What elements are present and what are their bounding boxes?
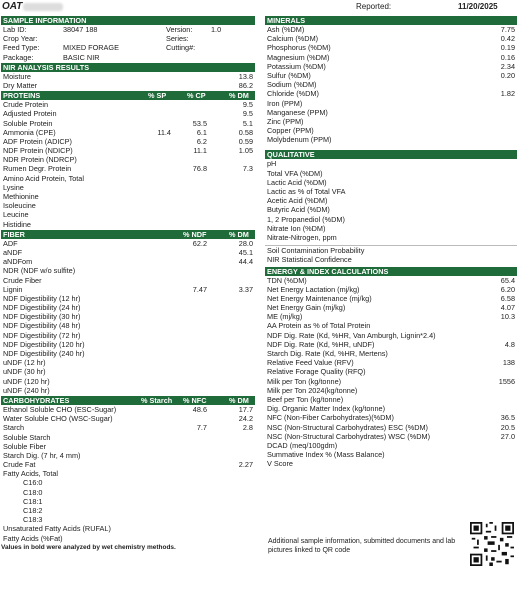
row-label: Beef per Ton (kg/tonne) <box>267 394 344 404</box>
report-title: OAT <box>2 1 23 12</box>
table-row <box>1 285 255 294</box>
row-label: Lignin <box>3 284 23 294</box>
table-row <box>265 187 517 196</box>
row-label: Starch <box>3 423 25 433</box>
row-label: Nitrate-Nitrogen, ppm <box>267 232 337 242</box>
row-value: 7.7 <box>196 423 207 433</box>
right-column <box>265 15 517 468</box>
qualitative-table <box>265 159 517 242</box>
reported-label: Reported: <box>356 2 392 11</box>
table-row <box>1 239 255 248</box>
table-row <box>265 224 517 233</box>
row-label: aNDF <box>3 247 23 257</box>
row-value: 17.7 <box>238 404 253 414</box>
table-row <box>1 201 255 210</box>
table-row <box>265 459 517 468</box>
carbs-table <box>1 405 255 543</box>
row-label: Relative Forage Quality (RFQ) <box>267 367 366 377</box>
table-row <box>265 340 517 349</box>
table-row <box>1 276 255 285</box>
row-label: Crude Protein <box>3 100 49 110</box>
row-label: Potassium (%DM) <box>267 61 326 71</box>
row-label: Net Energy Gain (mj/kg) <box>267 303 346 313</box>
redacted-name <box>23 3 63 11</box>
table-row <box>1 442 255 451</box>
row-label: Total VFA (%DM) <box>267 168 323 178</box>
table-row <box>265 312 517 321</box>
row-label: NDF Digestibility (48 hr) <box>3 321 81 331</box>
row-label: uNDF (120 hr) <box>3 376 50 386</box>
row-label: C18:0 <box>23 487 43 497</box>
table-row <box>265 169 517 178</box>
table-row <box>1 405 255 414</box>
table-row <box>265 367 517 376</box>
table-row <box>1 294 255 303</box>
row-label: Magnesium (%DM) <box>267 52 330 62</box>
table-row <box>1 81 255 90</box>
table-row <box>1 248 255 257</box>
row-value: 1.05 <box>238 146 253 156</box>
table-row <box>1 451 255 460</box>
row-value: 1.82 <box>500 89 515 99</box>
row-label: C18:1 <box>23 496 43 506</box>
row-label: Net Energy Lactation (mj/kg) <box>267 284 360 294</box>
sample-row: Feed Type: MIXED FORAGE Cutting#: <box>3 43 196 53</box>
table-row <box>1 386 255 395</box>
table-row <box>1 340 255 349</box>
report-header <box>0 0 519 14</box>
row-label: ADF Protein (ADICP) <box>3 136 72 146</box>
table-row <box>1 155 255 164</box>
row-label: NDF Digestibility (12 hr) <box>3 293 81 303</box>
table-row <box>1 220 255 229</box>
row-label: uNDF (30 hr) <box>3 367 46 377</box>
row-label: Crude Fat <box>3 460 36 470</box>
row-value: 138 <box>502 358 515 368</box>
table-row <box>265 159 517 168</box>
row-label: Rumen Degr. Protein <box>3 164 72 174</box>
table-row <box>1 367 255 376</box>
qualitative-extra <box>265 246 517 264</box>
table-row <box>265 294 517 303</box>
fiber-table <box>1 239 255 395</box>
row-label: Adjusted Protein <box>3 109 57 119</box>
row-label: Lysine <box>3 182 24 192</box>
row-value: 62.2 <box>192 238 207 248</box>
table-row <box>1 497 255 506</box>
table-row <box>265 126 517 135</box>
table-row <box>1 119 255 128</box>
table-row <box>265 233 517 242</box>
table-row <box>1 534 255 543</box>
row-value: 7.3 <box>242 164 253 174</box>
row-value: 13.8 <box>238 71 253 81</box>
row-label: NDF Digestibility (240 hr) <box>3 349 85 358</box>
row-label: C16:0 <box>23 478 43 488</box>
table-row <box>1 478 255 487</box>
table-row <box>265 89 517 98</box>
row-label: C18:3 <box>23 515 43 525</box>
row-label: NDR (NDF w/o sulfite) <box>3 266 76 276</box>
row-label: Unsaturated Fatty Acids (RUFAL) <box>3 524 111 534</box>
row-value: 1556 <box>498 376 515 386</box>
row-value: 76.8 <box>192 164 207 174</box>
row-label: Starch Dig. Rate (Kd, %HR, Mertens) <box>267 349 388 358</box>
row-value: 4.07 <box>500 303 515 313</box>
energy-header: ENERGY & INDEX CALCULATIONS <box>265 267 517 276</box>
row-value: 0.20 <box>500 70 515 80</box>
table-row <box>1 349 255 358</box>
table-row <box>1 257 255 266</box>
table-row <box>1 433 255 442</box>
table-row <box>1 210 255 219</box>
table-row <box>1 358 255 367</box>
row-label: Soluble Fiber <box>3 441 46 451</box>
row-label: Ethanol Soluble CHO (ESC-Sugar) <box>3 404 117 414</box>
row-label: Water Soluble CHO (WSC-Sugar) <box>3 414 113 424</box>
row-label: Lactic as % of Total VFA <box>267 187 346 196</box>
table-row <box>265 62 517 71</box>
row-label: Histidine <box>3 219 31 229</box>
nir-header: NIR ANALYSIS RESULTS <box>1 63 255 72</box>
row-label: AA Protein as % of Total Protein <box>267 321 371 331</box>
row-value: 6.58 <box>500 293 515 303</box>
table-row <box>265 331 517 340</box>
reported-date: 11/20/2025 <box>458 2 498 11</box>
qualitative-header: QUALITATIVE <box>265 150 517 159</box>
proteins-table <box>1 100 255 229</box>
nir-table <box>1 72 255 90</box>
row-label: Amino Acid Protein, Total <box>3 173 84 183</box>
row-label: Soluble Starch <box>3 432 51 442</box>
row-value: 45.1 <box>238 247 253 257</box>
row-value: 7.47 <box>192 284 207 294</box>
row-label: Copper (PPM) <box>267 126 314 136</box>
sample-row: Package: BASIC NIR <box>3 52 100 62</box>
sample-header: SAMPLE INFORMATION <box>1 16 255 25</box>
row-value: 20.5 <box>500 422 515 432</box>
table-row <box>1 303 255 312</box>
row-label: Molybdenum (PPM) <box>267 135 332 145</box>
minerals-table <box>265 25 517 144</box>
row-label: Nitrate Ion (%DM) <box>267 223 326 233</box>
table-row <box>265 423 517 432</box>
table-row <box>265 135 517 144</box>
table-row <box>1 109 255 118</box>
row-label: Fatty Acids, Total <box>3 469 59 479</box>
row-value: 48.6 <box>192 404 207 414</box>
row-label: Acetic Acid (%DM) <box>267 196 328 206</box>
table-row <box>1 312 255 321</box>
proteins-header: PROTEINS % SP % CP % DM <box>1 91 255 100</box>
row-value: 4.8 <box>504 339 515 349</box>
table-row <box>265 450 517 459</box>
table-row <box>265 377 517 386</box>
row-value: 2.8 <box>242 423 253 433</box>
row-value: 6.20 <box>500 284 515 294</box>
row-value: 3.37 <box>238 284 253 294</box>
row-label: Leucine <box>3 210 29 220</box>
row-label: Soluble Protein <box>3 118 53 128</box>
table-row <box>1 164 255 173</box>
row-label: Net Energy Maintenance (mj/kg) <box>267 293 372 303</box>
row-label: ME (mj/kg) <box>267 312 303 322</box>
row-label: NSC (Non-Structural Carbohydrates) WSC (%DM) <box>267 431 430 441</box>
table-row <box>1 321 255 330</box>
table-row <box>265 441 517 450</box>
row-value: 5.1 <box>242 118 253 128</box>
row-value: 10.3 <box>500 312 515 322</box>
table-row <box>265 71 517 80</box>
row-label: aNDFom <box>3 257 33 267</box>
row-label: V Score <box>267 459 293 469</box>
table-row <box>1 423 255 432</box>
table-row <box>265 108 517 117</box>
table-row <box>1 100 255 109</box>
row-value: 6.1 <box>196 127 207 137</box>
fiber-header: FIBER % NDF % DM <box>1 230 255 239</box>
row-label: NSC (Non-Structural Carbohydrates) ESC (%DM) <box>267 422 428 432</box>
row-label: TDN (%DM) <box>267 275 307 285</box>
row-label: Methionine <box>3 192 39 201</box>
row-label: Ammonia (CPE) <box>3 127 56 137</box>
table-row <box>265 255 517 264</box>
row-value: 0.42 <box>500 34 515 44</box>
row-value: 11.4 <box>157 127 171 137</box>
row-label: NDR Protein (NDRCP) <box>3 155 77 165</box>
row-label: NDF Protein (NDICP) <box>3 146 73 156</box>
table-row <box>265 404 517 413</box>
table-row <box>1 192 255 201</box>
row-label: uNDF (12 hr) <box>3 358 46 368</box>
row-label: Butyric Acid (%DM) <box>267 205 330 215</box>
table-row <box>1 460 255 469</box>
minerals-header: MINERALS <box>265 16 517 25</box>
row-value: 2.34 <box>500 61 515 71</box>
row-value: 27.0 <box>500 431 515 441</box>
row-label: Moisture <box>3 71 31 81</box>
row-value: 0.16 <box>500 52 515 62</box>
row-label: Milk per Ton (kg/tonne) <box>267 376 342 386</box>
row-label: NIR Statistical Confidence <box>267 255 352 265</box>
table-row <box>265 413 517 422</box>
table-row <box>265 117 517 126</box>
table-row <box>265 178 517 187</box>
table-row <box>265 358 517 367</box>
row-label: C18:2 <box>23 506 43 515</box>
row-label: Isoleucine <box>3 201 36 211</box>
table-row <box>265 432 517 441</box>
row-label: Fatty Acids (%Fat) <box>3 533 63 543</box>
row-value: 9.5 <box>242 100 253 110</box>
row-label: NDF Digestibility (30 hr) <box>3 312 81 322</box>
info-note: Additional sample information, submitted documents and lab pictures linked to QR code <box>268 538 456 554</box>
table-row <box>1 146 255 155</box>
row-label: Sodium (%DM) <box>267 80 317 90</box>
table-row <box>1 377 255 386</box>
table-row <box>265 215 517 224</box>
row-label: Starch Dig. (7 hr, 4 mm) <box>3 450 81 460</box>
table-row <box>1 488 255 497</box>
table-row <box>265 196 517 205</box>
row-value: 6.2 <box>196 136 207 146</box>
row-label: NDF Digestibility (72 hr) <box>3 330 81 340</box>
table-row <box>1 174 255 183</box>
row-label: Ash (%DM) <box>267 25 305 34</box>
table-row <box>265 276 517 285</box>
table-row <box>1 469 255 478</box>
table-row <box>1 515 255 524</box>
row-label: Calcium (%DM) <box>267 34 319 44</box>
table-row <box>1 506 255 515</box>
row-label: uNDF (240 hr) <box>3 385 50 395</box>
footnote: Values in bold were analyzed by wet chemistry methods. <box>1 543 176 551</box>
qr-code[interactable] <box>470 522 514 566</box>
table-row <box>265 99 517 108</box>
table-row <box>265 395 517 404</box>
row-value: 7.75 <box>500 25 515 34</box>
row-value: 9.5 <box>242 109 253 119</box>
table-row <box>265 349 517 358</box>
row-label: 1, 2 Propanediol (%DM) <box>267 214 345 224</box>
row-label: Lactic Acid (%DM) <box>267 177 327 187</box>
table-row <box>265 285 517 294</box>
row-value: 2.27 <box>238 460 253 470</box>
table-row <box>1 137 255 146</box>
row-label: ADF <box>3 238 18 248</box>
row-value: 53.5 <box>192 118 207 128</box>
row-label: Crude Fiber <box>3 275 42 285</box>
row-label: Iron (PPM) <box>267 98 303 108</box>
row-value: 28.0 <box>238 238 253 248</box>
table-row <box>1 414 255 423</box>
table-row <box>1 128 255 137</box>
row-value: 86.2 <box>238 80 253 90</box>
row-value: 0.59 <box>238 136 253 146</box>
row-label: Manganese (PPM) <box>267 107 328 117</box>
table-row <box>1 266 255 275</box>
table-row <box>1 72 255 81</box>
table-row <box>265 25 517 34</box>
row-value: 44.4 <box>238 257 253 267</box>
table-row <box>265 386 517 395</box>
row-value: 11.1 <box>193 146 207 156</box>
table-row <box>265 43 517 52</box>
row-value: 0.58 <box>238 127 253 137</box>
row-label: pH <box>267 159 277 169</box>
table-row <box>265 34 517 43</box>
row-label: Phosphorus (%DM) <box>267 43 331 53</box>
row-label: Dry Matter <box>3 80 38 90</box>
row-label: Zinc (PPM) <box>267 116 304 126</box>
table-row <box>265 53 517 62</box>
row-label: Dig. Organic Matter Index (kg/tonne) <box>267 404 386 414</box>
row-value: 36.5 <box>500 413 515 423</box>
row-value: 0.19 <box>500 43 515 53</box>
sample-row: Crop Year: Series: <box>3 34 189 44</box>
sample-row: Lab ID: 38047 188 Version: 1.0 <box>3 25 222 34</box>
row-label: DCAD (meq/100gdm) <box>267 440 338 450</box>
row-value: 24.2 <box>238 414 253 424</box>
row-label: NDF Digestibility (120 hr) <box>3 339 85 349</box>
carbs-header: CARBOHYDRATES % Starch % NFC % DM <box>1 396 255 405</box>
left-column <box>1 15 255 552</box>
row-value: 65.4 <box>500 275 515 285</box>
row-label: NDF Digestibility (24 hr) <box>3 303 81 313</box>
table-row <box>1 524 255 533</box>
table-row <box>265 321 517 330</box>
table-row <box>1 183 255 192</box>
table-row <box>1 331 255 340</box>
row-label: NFC (Non-Fiber Carbohydrates)(%DM) <box>267 413 394 423</box>
row-label: Chloride (%DM) <box>267 89 319 99</box>
row-label: Relative Feed Value (RFV) <box>267 358 354 368</box>
row-label: NDF Dig. Rate (Kd, %HR, Van Amburgh, Lignin*2.4) <box>267 330 436 340</box>
table-row <box>265 303 517 312</box>
row-label: Sulfur (%DM) <box>267 70 311 80</box>
row-label: Summative Index % (Mass Balance) <box>267 450 385 460</box>
energy-table <box>265 276 517 469</box>
row-label: NDF Dig. Rate (Kd, %HR, uNDF) <box>267 339 375 349</box>
table-row <box>265 205 517 214</box>
table-row <box>265 80 517 89</box>
row-label: Milk per Ton 2024(kg/tonne) <box>267 385 358 395</box>
row-label: Soil Contamination Probability <box>267 246 365 256</box>
table-row <box>265 246 517 255</box>
